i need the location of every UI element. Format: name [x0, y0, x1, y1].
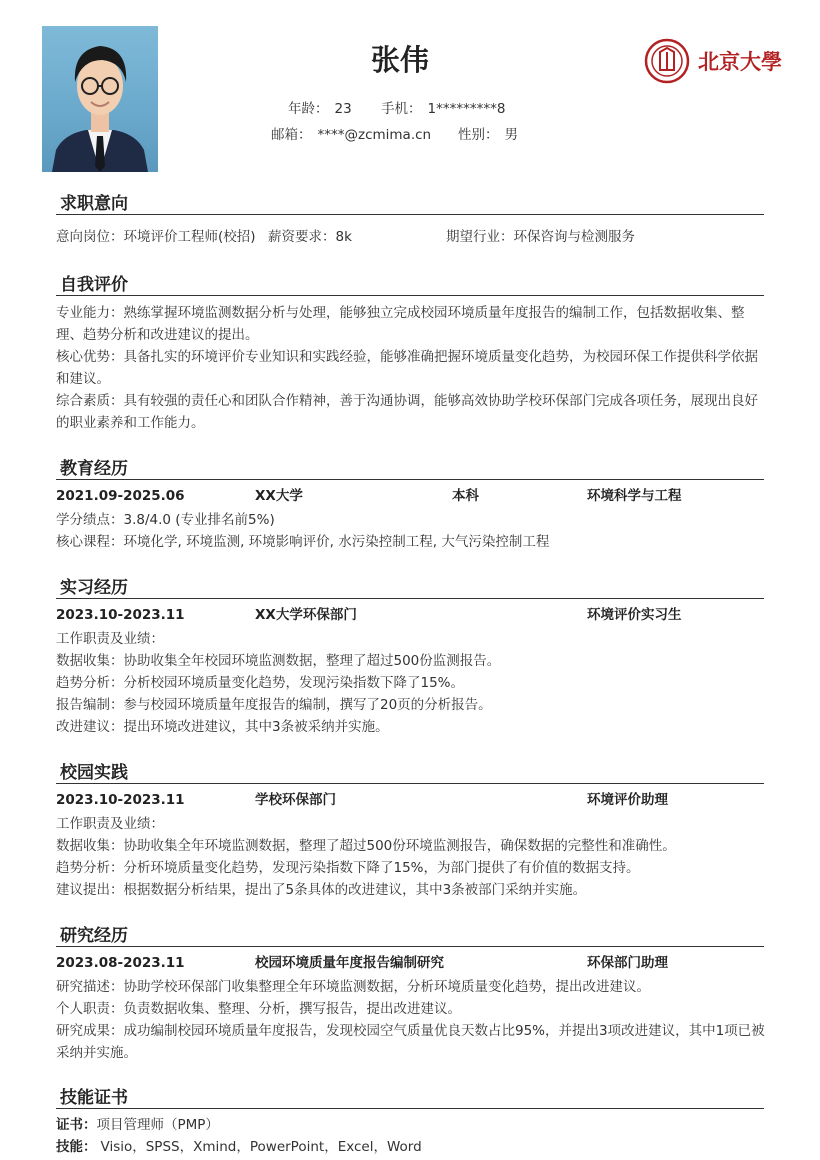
internship-period: 2023.10-2023.11: [56, 607, 185, 623]
research-period: 2023.08-2023.11: [56, 955, 185, 971]
research-line: 研究成果：成功编制校园环境质量年度报告，发现校园空气质量优良天数占比95%，并提出3项改进建议，其中1项已被采纳并实施。: [56, 1023, 765, 1061]
internship-line: 数据收集：协助收集全年校园环境监测数据，整理了超过500份监测报告。: [56, 653, 501, 669]
research-line: 研究描述：协助学校环保部门收集整理全年环境监测数据，分析环境质量变化趋势，提出改进建议。: [56, 979, 650, 995]
education-line: 核心课程：环境化学, 环境监测, 环境影响评价, 水污染控制工程, 大气污染控制工程: [56, 534, 550, 550]
campus-line: 趋势分析：分析环境质量变化趋势，发现污染指数下降了15%，为部门提供了有价值的数据支持。: [56, 860, 640, 876]
email-value: ****@zcmima.cn: [317, 127, 432, 143]
cert-row: [56, 1114, 768, 1136]
research-project: 校园环境质量年度报告编制研究: [255, 955, 444, 971]
skill-row: [56, 1136, 768, 1158]
section-title-intent: 求职意向: [60, 194, 128, 214]
campus-org: 学校环保部门: [255, 792, 336, 808]
candidate-name: 张伟: [370, 43, 429, 77]
section-divider: [56, 214, 764, 215]
section-divider: [56, 946, 764, 947]
section-title-campus: 校园实践: [60, 763, 128, 783]
internship-line: 改进建议：提出环境改进建议，其中3条被采纳并实施。: [56, 719, 389, 735]
campus-line: 数据收集：协助收集全年环境监测数据，整理了超过500份环境监测报告，确保数据的完整性和准确性。: [56, 838, 676, 854]
education-details: [56, 509, 768, 553]
section-title-internship: 实习经历: [60, 578, 128, 598]
research-details: [56, 976, 768, 1064]
cert-value: 项目管理师（PMP）: [96, 1117, 219, 1133]
gender-info: [458, 123, 518, 143]
education-school: XX大学: [255, 488, 303, 504]
phone-info: [381, 97, 505, 117]
intent-salary: 薪资要求：8k: [268, 229, 352, 245]
self-eval-item: 核心优势：具备扎实的环境评价专业知识和实践经验，能够准确把握环境质量变化趋势，为校园环保工作提供科学依据和建议。: [56, 349, 758, 387]
university-logo: [644, 38, 794, 84]
internship-line: 工作职责及业绩：: [56, 631, 164, 647]
internship-line: 报告编制：参与校园环境质量年度报告的编制，撰写了20页的分析报告。: [56, 697, 492, 713]
self-eval-item: 专业能力：熟练掌握环境监测数据分析与处理，能够独立完成校园环境质量年度报告的编制工作，包括数据收集、整理、趋势分析和改进建议的提出。: [56, 305, 745, 343]
phone-label: 手机：: [381, 101, 422, 117]
education-period: 2021.09-2025.06: [56, 488, 185, 504]
email-label: 邮箱：: [271, 127, 312, 143]
section-title-education: 教育经历: [60, 459, 128, 479]
section-divider: [56, 1108, 764, 1109]
section-divider: [56, 479, 764, 480]
intent-industry: 期望行业：环保咨询与检测服务: [446, 229, 635, 245]
education-major: 环境科学与工程: [587, 488, 682, 504]
cert-label: 证书：: [56, 1117, 97, 1133]
age-label: 年龄：: [288, 101, 329, 117]
section-title-skills: 技能证书: [60, 1088, 128, 1108]
research-role: 环保部门助理: [587, 955, 668, 971]
self-eval-content: [56, 302, 768, 434]
university-name: 北京大學: [698, 49, 782, 74]
skill-value: Visio，SPSS，Xmind，PowerPoint，Excel，Word: [100, 1139, 422, 1155]
section-divider: [56, 295, 764, 296]
skill-label: 技能：: [56, 1139, 97, 1155]
section-title-self-eval: 自我评价: [60, 275, 128, 295]
university-seal-icon: [644, 38, 794, 84]
campus-details: [56, 813, 768, 901]
campus-line: 工作职责及业绩：: [56, 816, 164, 832]
phone-value: 1*********8: [427, 101, 506, 117]
education-degree: 本科: [452, 488, 479, 504]
education-line: 学分绩点：3.8/4.0 (专业排名前5%): [56, 512, 275, 528]
age-info: [288, 97, 352, 117]
section-divider: [56, 783, 764, 784]
self-eval-item: 综合素质：具有较强的责任心和团队合作精神，善于沟通协调，能够高效协助学校环保部门完成各项任务，展现出良好的职业素养和工作能力。: [56, 393, 758, 431]
research-line: 个人职责：负责数据收集、整理、分析，撰写报告，提出改进建议。: [56, 1001, 461, 1017]
gender-label: 性别：: [458, 127, 499, 143]
internship-line: 趋势分析：分析校园环境质量变化趋势，发现污染指数下降了15%。: [56, 675, 465, 691]
intent-position: 意向岗位：环境评价工程师(校招): [56, 229, 256, 245]
gender-value: 男: [504, 127, 518, 143]
internship-org: XX大学环保部门: [255, 607, 357, 623]
email-info: [271, 123, 431, 143]
section-divider: [56, 598, 764, 599]
age-value: 23: [334, 101, 352, 117]
internship-role: 环境评价实习生: [587, 607, 682, 623]
internship-details: [56, 628, 768, 738]
campus-line: 建议提出：根据数据分析结果，提出了5条具体的改进建议，其中3条被部门采纳并实施。: [56, 882, 587, 898]
campus-period: 2023.10-2023.11: [56, 792, 185, 808]
section-title-research: 研究经历: [60, 926, 128, 946]
campus-role: 环境评价助理: [587, 792, 668, 808]
